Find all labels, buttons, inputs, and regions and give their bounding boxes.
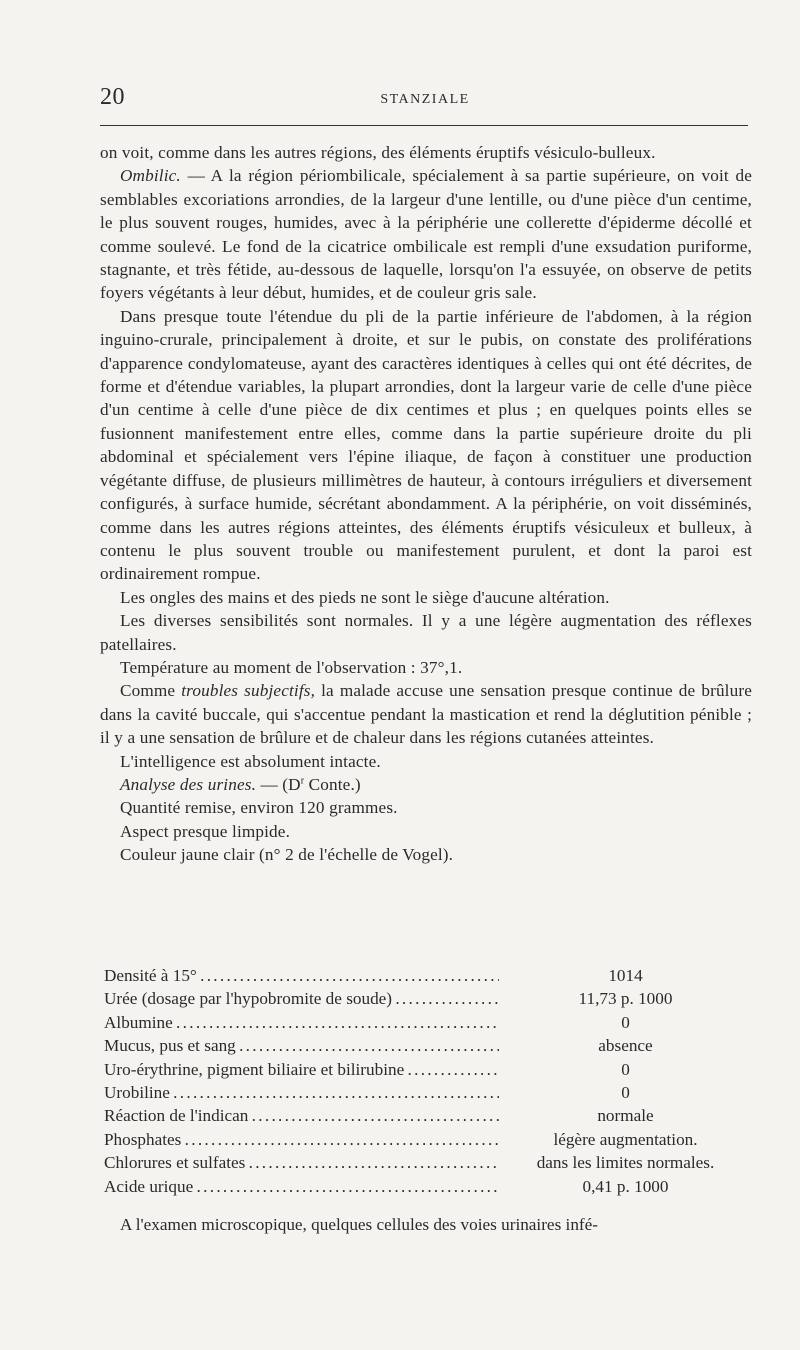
row-label: Densité à 15° . . . — [104, 964, 499, 987]
paragraph-couleur: Couleur jaune clair (n° 2 de l'échelle de Vogel). — [120, 845, 454, 865]
table-row — [104, 1081, 752, 1104]
paragraph-sensibilites: Les diverses sensibilités sont normales. Il y a une légère augmentation des réflexes patellaires. — [100, 611, 752, 654]
page-header — [100, 84, 750, 114]
troubles-subjectifs: troubles subjectifs, — [181, 681, 316, 701]
table-row — [104, 1128, 752, 1151]
row-label: Mucus, pus et sang . . . — [104, 1034, 499, 1057]
paragraph-abdomen: Dans presque toute l'étendue du pli de la partie inférieure de l'abdomen, à la région inguino-crurale, principalement à droite, et sur le pubis, on constate des proliférations d'apparence condylomateuse, ayant des caractères identiques à celles qui ont été décrites, de forme et d'étendue variables, la plupart arrondies, dont la largeur varie de celle d'une pièce d'un centime à celle d'une pièce de dix centimes et plus ; en quelques points elles se fusionnent manifestement entre elles, comme dans la partie supérieure droite du pli abdominal et spécialement vers l'épine iliaque, de façon à constituer une production végétante diffuse, de plusieurs millimètres de hauteur, à contours irréguliers et diversement configurés, à surface humide, sécrétant abondamment. A la périphérie, on voit disséminés, comme dans les autres régions atteintes, des éléments éruptifs vésiculeux et bulleux, à contenu le plus souvent trouble ou manifestement purulent, et dont la paroi est ordinairement rompue. — [100, 306, 752, 584]
paragraph-analyse — [100, 773, 752, 796]
row-label: Urobiline . . . — [104, 1081, 499, 1104]
row-label: Albumine . . . — [104, 1011, 499, 1034]
table-row — [104, 1151, 752, 1174]
dr-superscript: r — [300, 775, 305, 787]
row-label: Chlorures et sulfates . . . — [104, 1151, 499, 1174]
ombilic-text: — A la région périombilicale, spécialement à sa partie supérieure, on voit de semblables excoriations arrondies, de la largeur d'une lentille, ou d'une pièce d'un centime, le plus souvent rouges, humides, avec à la périphérie une collerette d'épiderme décollé et comme soulevé. Le fond de la cicatrice ombilicale est rempli d'une exsudation puriforme, stagnante, et très fétide, au-dessous de laquelle, lorsqu'on l'a essuyée, on observe de petits foyers végétants à leur début, humides, et de couleur gris sale. — [100, 166, 753, 303]
paragraph-quantite: Quantité remise, environ 120 grammes. — [120, 798, 398, 818]
comme-word: Comme — [120, 681, 176, 701]
analyse-heading: Analyse des urines. — [120, 774, 257, 794]
final-paragraph-block — [100, 1213, 752, 1236]
body-text — [100, 141, 752, 867]
ombilic-heading: Ombilic. — [120, 166, 181, 186]
row-value: dans les limites normales. — [536, 1153, 715, 1173]
table-row — [104, 1175, 752, 1198]
row-value: 0 — [621, 1082, 630, 1102]
row-value: 1014 — [608, 966, 643, 985]
header-rule — [100, 125, 748, 126]
paragraph-temperature: Température au moment de l'observation : 37°,1. — [120, 657, 463, 677]
paragraph-intelligence: L'intelligence est absolument intacte. — [120, 751, 381, 771]
table-row — [104, 987, 752, 1010]
analyse-conte: Conte.) — [308, 774, 361, 794]
paragraph-ongles: Les ongles des mains et des pieds ne sont le siège d'aucune altération. — [120, 587, 610, 607]
paragraph-continuation: on voit, comme dans les autres régions, des éléments éruptifs vésiculo-bulleux. — [100, 143, 656, 162]
row-label: Réaction de l'indican . . . — [104, 1104, 499, 1127]
row-value: 0 — [621, 1059, 630, 1079]
urine-analysis-table — [104, 964, 752, 1198]
paragraph-troubles — [100, 679, 752, 749]
troubles-text: la malade accuse une sensation presque continue de brûlure dans la cavité buccale, qui s'accentue pendant la mastication et rend la déglutition pénible ; il y a une sensation de brûlure et de chaleur dans les régions cutanées atteintes. — [100, 681, 753, 748]
row-label: Acide urique . . . — [104, 1175, 499, 1198]
row-value: légère augmentation. — [553, 1129, 698, 1149]
table-row — [104, 964, 752, 987]
row-label: Phosphates . . . — [104, 1128, 499, 1151]
table-row — [104, 1058, 752, 1081]
table-row — [104, 1104, 752, 1127]
paragraph-aspect: Aspect presque limpide. — [120, 821, 291, 841]
row-value: absence — [598, 1036, 653, 1056]
table-row — [104, 1034, 752, 1057]
row-value: 11,73 p. 1000 — [578, 989, 673, 1009]
analyse-dr: — (D — [260, 774, 301, 794]
running-head: STANZIALE — [380, 92, 470, 107]
paragraph-microscopique: A l'examen microscopique, quelques cellules des voies urinaires infé- — [120, 1215, 598, 1234]
row-value: 0,41 p. 1000 — [582, 1176, 669, 1196]
row-label: Urée (dosage par l'hypobromite de soude) . . . — [104, 987, 499, 1010]
row-value: 0 — [621, 1012, 630, 1032]
table-row — [104, 1011, 752, 1034]
paragraph-ombilic — [100, 164, 752, 304]
row-label: Uro-érythrine, pigment biliaire et bilirubine . . . — [104, 1058, 499, 1081]
row-value: normale — [597, 1106, 654, 1126]
page-number: 20 — [100, 84, 125, 110]
